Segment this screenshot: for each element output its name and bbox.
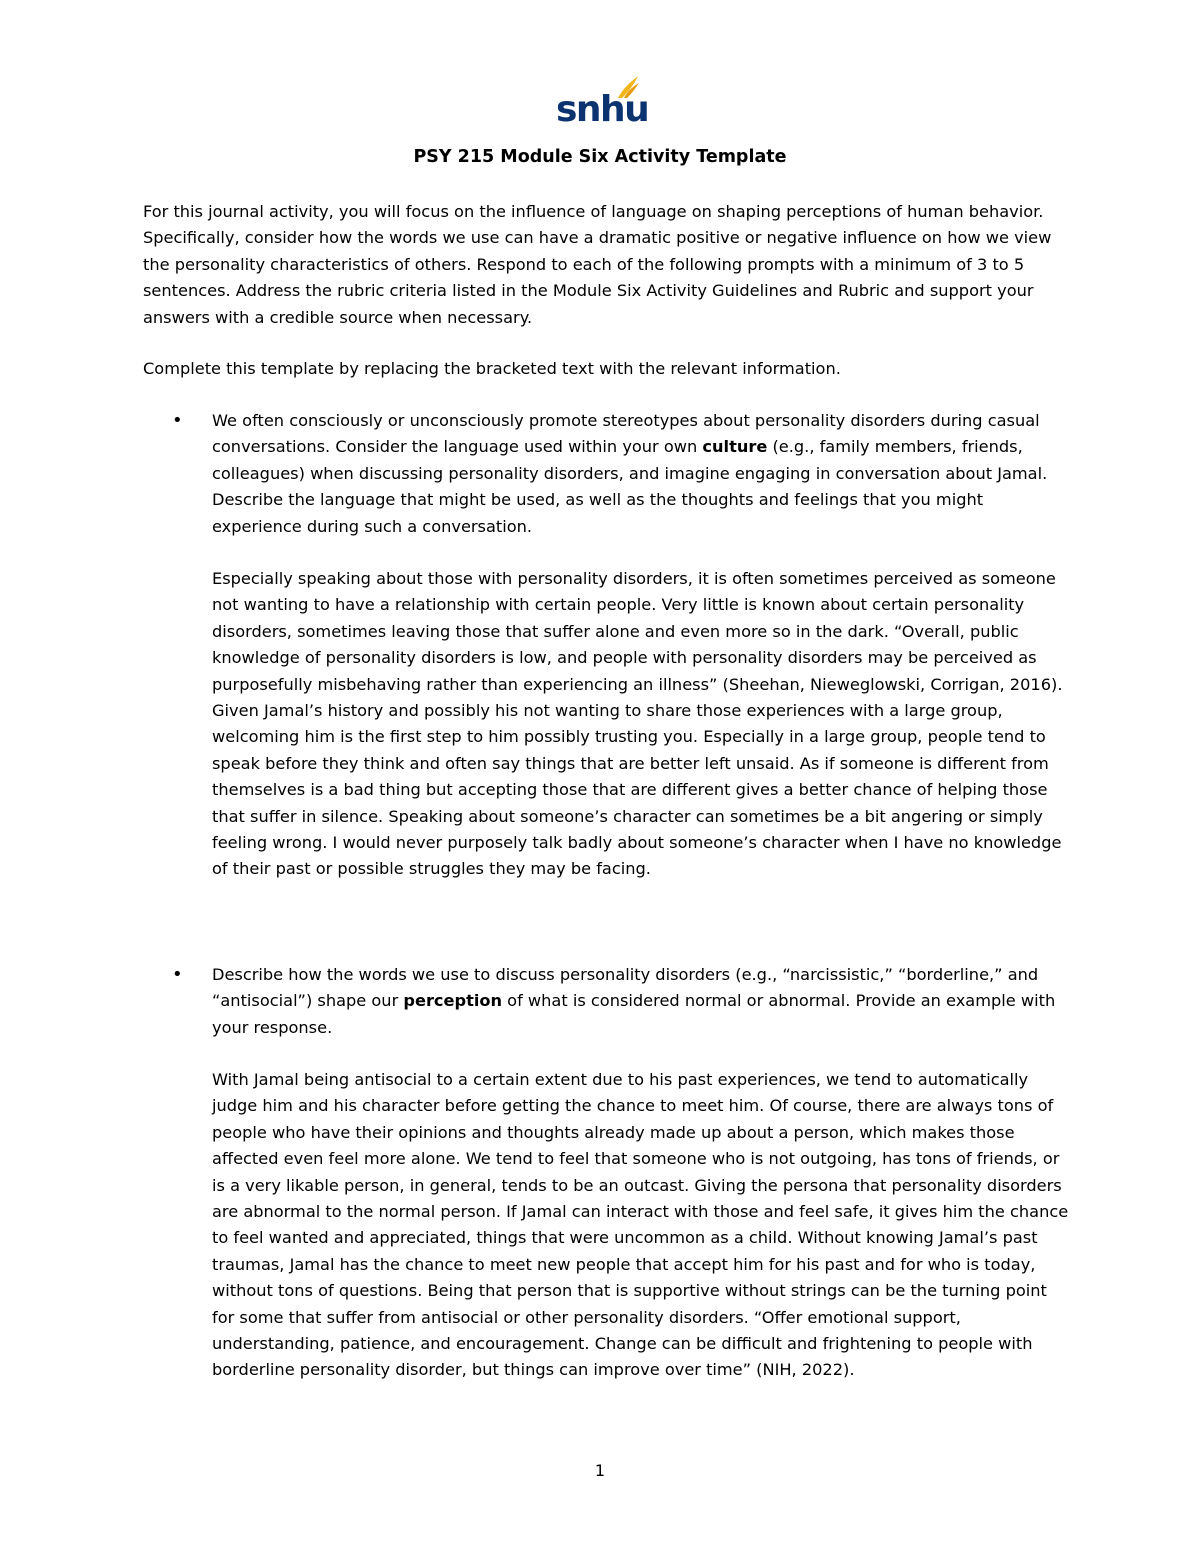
bullet-marker: • xyxy=(172,410,183,431)
bullet-marker: • xyxy=(172,964,183,985)
prompt-1 xyxy=(212,408,1072,540)
prompt-1-text-start: We often consciously or unconsciously promote stereotypes about personality disorders during casual conversations. Consider the language used within your own xyxy=(212,411,1040,457)
page-number: 1 xyxy=(594,1461,606,1480)
answer-1: Especially speaking about those with personality disorders, it is often sometimes perceived as someone not wanting to have a relationship with certain people. Very little is known about certain personality disorders, sometimes leaving those that suffer alone and even more so in the dark. “Overall, public knowledge of personality disorders is low, and people with personality disorders may be perceived as purposefully misbehaving rather than experiencing an illness” (Sheehan, Nieweglowski, Corrigan, 2016). Given Jamal’s history and possibly his not wanting to share those experiences with a large group, welcoming him is the first step to him possibly trusting you. Especially in a large group, people tend to speak before they think and often say things that are better left unsaid. As if someone is different from themselves is a bad thing but accepting those that are different gives a better chance of helping those that suffer in silence. Speaking about someone’s character can sometimes be a bit angering or simply feeling wrong. I would never purposely talk badly about someone’s character when I have no knowledge of their past or possible struggles they may be facing. xyxy=(212,569,1063,879)
prompt-1-bold-term: culture xyxy=(702,437,768,457)
prompt-2-text-end: of what is considered normal or abnormal. Provide an example with your response. xyxy=(212,991,1056,1037)
prompt-2 xyxy=(212,962,1072,1041)
prompt-1-text-end: (e.g., family members, friends, colleagues) when discussing personality disorders, and imagine engaging in conversation about Jamal. Describe the language that might be used, as well as the thoughts and feelings that you might experience during such a conversation. xyxy=(212,437,1048,536)
prompt-2-text-start: Describe how the words we use to discuss personality disorders (e.g., “narcissistic,” “borderline,” and “antisocial”) shape our xyxy=(212,965,1039,1011)
logo-wordmark: snhu xyxy=(556,89,649,130)
snhu-logo xyxy=(556,74,649,132)
document-title: PSY 215 Module Six Activity Template xyxy=(413,147,787,167)
instructions-paragraph: Complete this template by replacing the bracketed text with the relevant information. xyxy=(143,359,841,378)
intro-paragraph: For this journal activity, you will focus on the influence of language on shaping perceptions of human behavior. Specifically, consider how the words we use can have a dramatic positive or negative influence on how we view the personality characteristics of others. Respond to each of the following prompts with a minimum of 3 to 5 sentences. Address the rubric criteria listed in the Module Six Activity Guidelines and Rubric and support your answers with a credible source when necessary. xyxy=(143,202,1052,327)
answer-2: With Jamal being antisocial to a certain extent due to his past experiences, we tend to automatically judge him and his character before getting the chance to meet him. Of course, there are always tons of people who have their opinions and thoughts already made up about a person, which makes those affected even feel more alone. We tend to feel that someone who is not outgoing, has tons of friends, or is a very likable person, in general, tends to be an outcast. Giving the persona that personality disorders are abnormal to the normal person. If Jamal can interact with those and feel safe, it gives him the chance to feel wanted and appreciated, things that were uncommon as a child. Without knowing Jamal’s past traumas, Jamal has the chance to meet new people that accept him for his past and for who is today, without tons of questions. Being that person that is supportive without strings can be the turning point for some that suffer from antisocial or other personality disorders. “Offer emotional support, understanding, patience, and encouragement. Change can be difficult and frightening to people with borderline personality disorder, but things can improve over time” (NIH, 2022). xyxy=(212,1070,1069,1380)
prompt-2-bold-term: perception xyxy=(403,991,503,1011)
